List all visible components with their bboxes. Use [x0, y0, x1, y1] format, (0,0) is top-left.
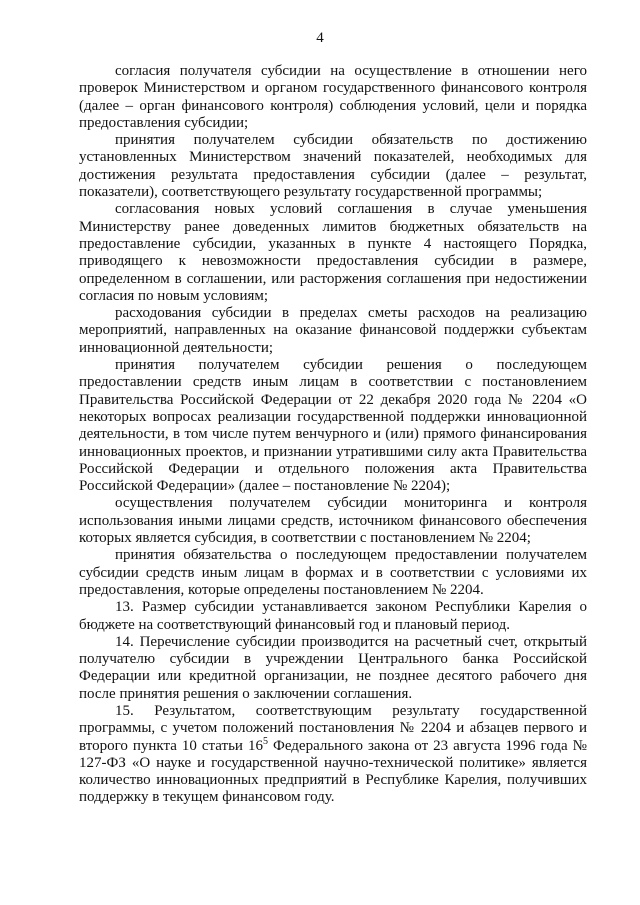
paragraph-further-provision-decision: принятия получателем субсидии решения о последующем предоставлении средств иным лицам в соответствии с постановлением Правительства Российской Федерации от 22 декабря 2020 года № 2204 «О некоторых вопросах реализации государственной поддержки инновационной деятельности, в том числе путем венчурного и (или) прямого финансирования инновационных проектов, и признании утратившими силу акта Правительства Российской Федерации и отдельного положения акта Правительства Российской Федерации» (далее – постановление № 2204);	[79, 357, 587, 495]
paragraph-provision-obligation: принятия обязательства о последующем предоставлении получателем субсидии средств иным лицам в формах и в соответствии с условиями их предоставления, которые определены постановлением № 2204.	[79, 547, 587, 598]
paragraph-spending-estimate: расходования субсидии в пределах сметы расходов на реализацию мероприятий, направленных на оказание финансовой поддержки субъектам инновационной деятельности;	[79, 305, 587, 356]
paragraph-14-transfer: 14. Перечисление субсидии производится на расчетный счет, открытый получателю субсидии в учреждении Центрального банка Российской Федерации или кредитной организации, не позднее десятого рабочего дня после принятия решения о заключении соглашения.	[79, 633, 587, 702]
paragraph-verification-consent: согласия получателя субсидии на осуществление в отношении него проверок Министерством и органом государственного финансового контроля (далее – орган финансового контроля) соблюдения условий, цели и порядка предоставления субсидии;	[79, 63, 587, 131]
paragraph-15-text-start: 15. Результатом, соответствующим результату государственной программы, с учетом положений постановления № 2204 и абзацев первого и второго пункта 10 статьи 16	[79, 702, 587, 754]
paragraph-15-result	[79, 703, 587, 807]
paragraph-new-conditions: согласования новых условий соглашения в случае уменьшения Министерству ранее доведенных лимитов бюджетных обязательств на предоставление субсидии, указанных в пункте 4 настоящего Порядка, приводящего к невозможности предоставления субсидии в размере, определенном в соглашении, или расторжения соглашения при недостижении согласия по новым условиям;	[79, 201, 587, 304]
page-number: 4	[316, 30, 324, 46]
paragraph-indicators-obligation: принятия получателем субсидии обязательств по достижению установленных Министерством значений показателей, необходимых для достижения результата предоставления субсидии (далее – результат, показатели), соответствующего результату государственной программы;	[79, 132, 587, 201]
paragraph-13-subsidy-amount: 13. Размер субсидии устанавливается законом Республики Карелия о бюджете на соответствующий финансовый год и плановый период.	[79, 599, 587, 633]
document-body	[79, 63, 587, 807]
article-superscript: 5	[262, 735, 268, 747]
paragraph-monitoring-control: осуществления получателем субсидии мониторинга и контроля использования иными лицами средств, источником финансового обеспечения которых является субсидия, в соответствии с постановлением № 2204;	[79, 495, 587, 547]
paragraph-15-text-end: Федерального закона от 23 августа 1996 года № 127-ФЗ «О науке и государственной научно-технической политике» является количество инновационных предприятий в Республике Карелия, получивших поддержку в текущем финансовом году.	[79, 737, 587, 806]
